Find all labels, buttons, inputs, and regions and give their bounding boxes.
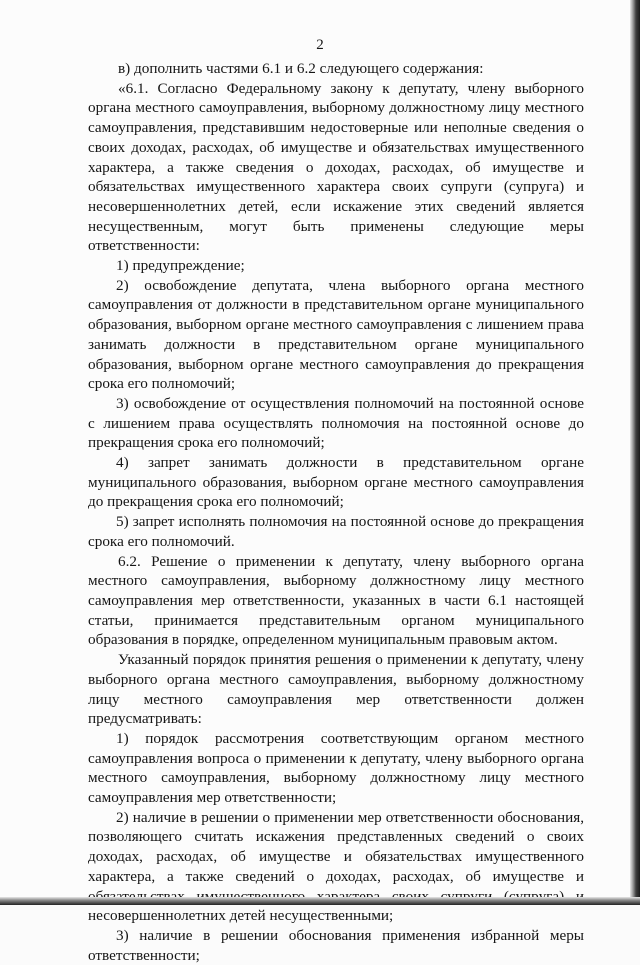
- list-item-procedure-1: 1) порядок рассмотрения соответствующим органом местного самоуправления вопроса о применении к депутату, члену выборного органа местного самоуправления, выборному должностному лицу местного самоуправления мер ответственности;: [88, 729, 584, 807]
- list-item-procedure-3: 3) наличие в решении обоснования применения избранной меры ответственности;: [88, 926, 584, 964]
- document-body: [88, 59, 584, 965]
- list-item-6-1-4: 4) запрет занимать должности в представительном органе муниципального образования, выборном органе местного самоуправления до прекращения срока его полномочий;: [88, 454, 584, 511]
- list-item-6-1-1: 1) предупреждение;: [116, 257, 245, 275]
- scan-right-edge-shadow: [630, 0, 640, 905]
- list-item-6-1-5: 5) запрет исполнять полномочия на постоянной основе до прекращения срока его полномочий.: [88, 513, 584, 550]
- paragraph-6-2: 6.2. Решение о применении к депутату, члену выборного органа местного самоуправления, выборному должностному лицу местного самоуправления мер ответственности, указанных в части 6.1 настоящей статьи, принимается представительным органом муниципального образования в порядке, определенном муниципальным правовым актом.: [88, 552, 584, 649]
- paragraph-procedure: Указанный порядок принятия решения о применении к депутату, члену выборного органа местного самоуправления, выборному должностному лицу местного самоуправления мер ответственности должен предусматривать:: [88, 651, 584, 728]
- list-item-procedure-2: 2) наличие в решении о применении мер ответственности обоснования, позволяющего считать искажения представленных сведений о своих доходах, расходах, об имуществе и обязательствах имущественного характера, а также сведений о доходах, расходах, об имуществе и несовершеннолетних детей несущественными;: [88, 808, 584, 925]
- paragraph-6-1: «6.1. Согласно Федеральному закону к депутату, члену выборного органа местного самоуправления, выборному должностному лицу местного самоуправления, представившим недостоверные или неполные сведения о своих доходах, расходах, об имуществе и обязательствах имущественного характера, а также сведения о доходах, расходах, об имуществе и обязательствах имущественного характера своих супруги (супруга) и несовершеннолетних детей, если искажение этих сведений является несущественным, могут быть применены следующие меры ответственности:: [88, 79, 584, 255]
- page-number: 2: [316, 37, 324, 53]
- list-item-6-1-3: 3) освобождение от осуществления полномочий на постоянной основе с лишением права осуществлять полномочия на постоянной основе до прекращения срока его полномочий;: [88, 394, 584, 452]
- scan-bottom-edge-shadow: [0, 897, 640, 905]
- paragraph-intro: в) дополнить частями 6.1 и 6.2 следующего содержания:: [118, 60, 484, 77]
- list-item-6-1-2: 2) освобождение депутата, члена выборного органа местного самоуправления от должности в представительном органе муниципального образования, выборном органе местного самоуправления с лишением права занимать должности в представительном органе муниципального образования, выборном органе местного самоуправления до прекращения срока его полномочий;: [88, 276, 584, 393]
